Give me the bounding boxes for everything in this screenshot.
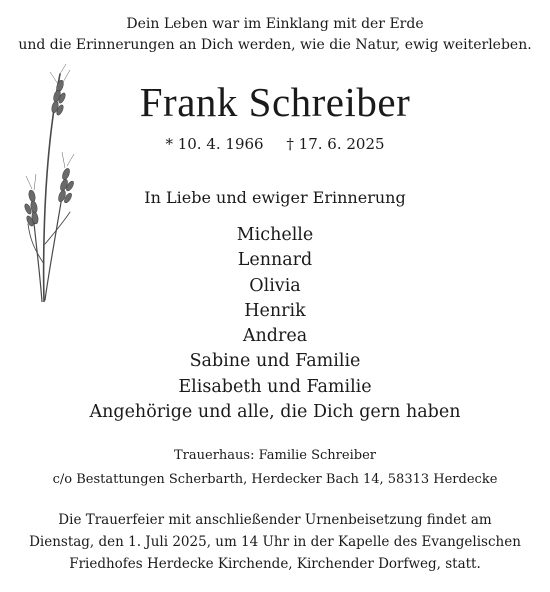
motto: [0, 14, 550, 56]
mourner: Michelle: [236, 225, 314, 245]
mourning-house: [0, 444, 550, 492]
house-line-1: Trauerhaus: Familie Schreiber: [174, 448, 376, 463]
remembrance-line: In Liebe und ewiger Erinnerung: [144, 188, 406, 207]
mourner: Henrik: [244, 300, 306, 321]
mourner: Angehörige und alle, die Dich gern haben: [89, 402, 461, 423]
life-dates: [0, 135, 550, 153]
motto-line-2: und die Erinnerungen an Dich werden, wie die Natur, ewig weiterleben.: [18, 37, 532, 53]
mourner: Olivia: [249, 275, 301, 296]
death-date: † 17. 6. 2025: [286, 135, 385, 153]
deceased-name: Frank Schreiber: [139, 79, 411, 125]
service-line-2: Dienstag, den 1. Juli 2025, um 14 Uhr in der Kapelle des Evangelischen: [29, 534, 521, 550]
service-line-3: Friedhofes Herdecke Kirchende, Kirchender Dorfweg, statt.: [69, 556, 481, 572]
service-line-1: Die Trauerfeier mit anschließender Urnenbeisetzung findet am: [58, 512, 492, 528]
mourners-list: [0, 223, 550, 425]
birth-date: * 10. 4. 1966: [165, 135, 264, 153]
house-line-2: c/o Bestattungen Scherbarth, Herdecker Bach 14, 58313 Herdecke: [52, 472, 498, 487]
mourner: Lennard: [237, 250, 313, 271]
motto-line-1: Dein Leben war im Einklang mit der Erde: [126, 16, 424, 32]
service-announcement: [0, 509, 550, 575]
mourner: Elisabeth und Familie: [178, 376, 372, 397]
mourner: Andrea: [242, 326, 308, 347]
mourner: Sabine und Familie: [189, 351, 361, 372]
